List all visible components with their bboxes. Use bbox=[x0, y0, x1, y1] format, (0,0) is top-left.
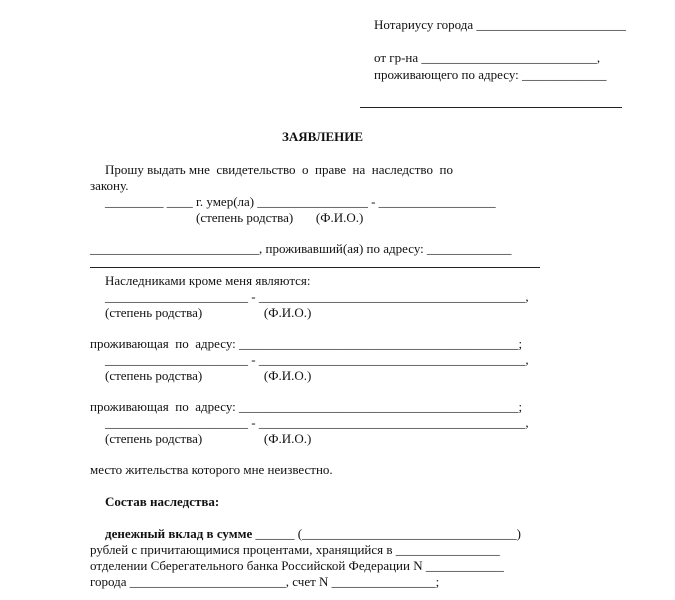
heir-2-line: ______________________ - _________________________________________, bbox=[105, 352, 529, 367]
bank-branch-line: отделении Сберегательного банка Российской Федерации N ____________ bbox=[90, 558, 504, 573]
death-caption: (степень родства) (Ф.И.О.) bbox=[196, 210, 364, 225]
deposit-line bbox=[105, 526, 521, 541]
intro-line-1: Прошу выдать мне свидетельство о праве на наследство по bbox=[105, 162, 453, 177]
city-account-line: города ________________________, счет N ________________; bbox=[90, 574, 440, 589]
death-line: _________ ____ г. умер(ла) _________________ - __________________ bbox=[105, 194, 496, 209]
deceased-address-line: __________________________, проживавший(ая) по адресу: _____________ bbox=[90, 241, 512, 256]
deposit-amount-blank: ______ (_________________________________) bbox=[252, 526, 521, 541]
deposit-label: денежный вклад в сумме bbox=[105, 526, 253, 541]
heir-3-caption: (степень родства) (Ф.И.О.) bbox=[105, 431, 312, 446]
heir-2-address: проживающая по адресу: ___________________________________________; bbox=[90, 336, 523, 351]
estate-heading: Состав наследства: bbox=[105, 494, 220, 509]
heirs-intro: Наследниками кроме меня являются: bbox=[105, 273, 311, 288]
heir-3-line: ______________________ - _________________________________________, bbox=[105, 415, 529, 430]
heir-1-line: ______________________ - _________________________________________, bbox=[105, 289, 529, 304]
from-citizen-line: от гр-на ___________________________, bbox=[374, 50, 601, 65]
heir-2-caption: (степень родства) (Ф.И.О.) bbox=[105, 368, 312, 383]
heir-1-caption: (степень родства) (Ф.И.О.) bbox=[105, 305, 312, 320]
heir-3-address: проживающая по адресу: ___________________________________________; bbox=[90, 399, 523, 414]
intro-line-2: закону. bbox=[90, 178, 129, 193]
header-underline bbox=[360, 107, 622, 108]
citizen-address-line: проживающего по адресу: _____________ bbox=[374, 67, 607, 82]
deceased-address-underline bbox=[90, 267, 540, 268]
unknown-residence-note: место жительства которого мне неизвестно. bbox=[90, 462, 333, 477]
notary-line: Нотариусу города _______________________ bbox=[374, 17, 626, 32]
document-title: ЗАЯВЛЕНИЕ bbox=[282, 129, 364, 144]
deposit-interest-line: рублей с причитающимися процентами, хранящийся в ________________ bbox=[90, 542, 500, 557]
